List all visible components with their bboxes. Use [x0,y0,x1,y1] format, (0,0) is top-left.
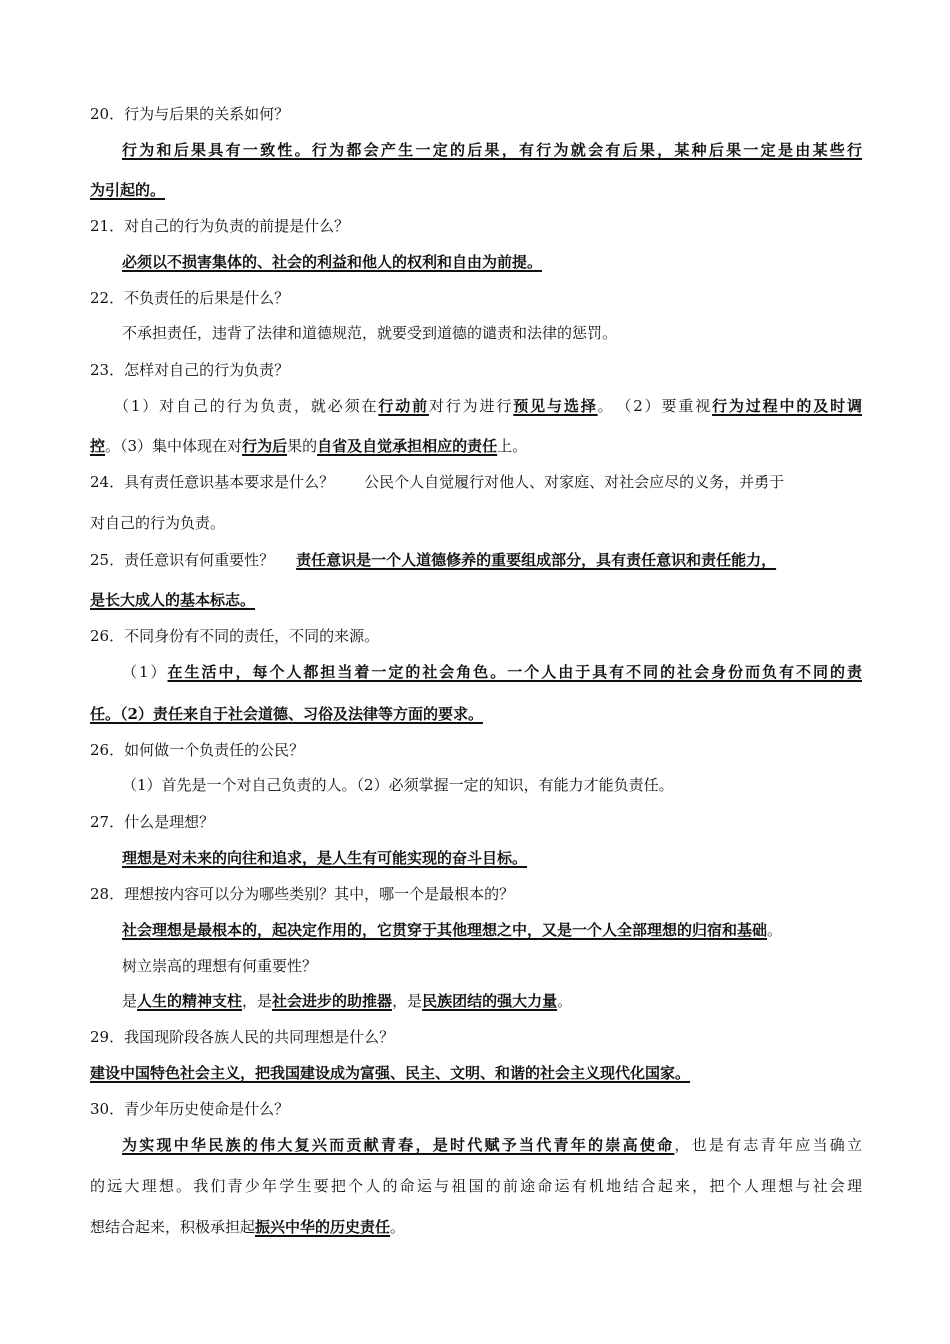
answer-23-key: 行为后 [242,437,288,455]
answer-29 [90,1063,862,1083]
question-30: 30．青少年历史使命是什么？ [90,1100,290,1118]
answer-29-text: 建设中国特色社会主义，把我国建设成为富强、民主、文明、和谐的社会主义现代化国家。 [90,1064,691,1082]
answer-26a-line2 [90,704,862,724]
answer-23-seg: 果的 [287,437,318,455]
question-24 [90,472,862,492]
answer-22: 不承担责任，违背了法律和道德规范，就要受到道德的谴责和法律的惩罚。 [122,324,618,342]
answer-30-seg: 想结合起来，积极承担起 [90,1218,256,1236]
answer-23-line1 [114,396,862,416]
question-29: 29．我国现阶段各族人民的共同理想是什么？ [90,1028,395,1046]
answer-30-line1 [122,1135,862,1155]
answer-20-line1 [122,140,862,160]
answer-28-text: 社会理想是最根本的，起决定作用的，它贯穿于其他理想之中，又是一个人全部理想的归宿和基础 [122,921,768,939]
question-25 [90,550,862,570]
answer-30-seg: 。 [390,1218,406,1236]
question-20: 20．行为与后果的关系如何？ [90,105,290,123]
sub-answer-28-key: 社会进步的助推器 [272,992,393,1010]
answer-30-line2: 的远大理想。我们青少年学生要把个人的命运与祖国的前途命运有机地结合起来，把个人理想与社会理 [90,1177,862,1195]
answer-25-text1: 责任意识是一个人道德修养的重要组成部分，具有责任意识和责任能力， [296,551,777,569]
question-25-text: 25．责任意识有何重要性？ [90,551,275,569]
answer-30-seg: ，也是有志青年应当确立 [674,1136,862,1154]
answer-30-line3 [90,1217,862,1237]
sub-answer-28-seg: 。 [557,992,573,1010]
answer-30-key: 为实现中华民族的伟大复兴而贡献青春，是时代赋予当代青年的崇高使命 [122,1136,675,1154]
answer-23-seg: 上。 [497,437,528,455]
answer-23-line2 [90,436,862,456]
answer-28-end: 。 [767,921,783,939]
answer-25-text2: 是长大成人的基本标志。 [90,591,256,609]
question-23: 23．怎样对自己的行为负责？ [90,361,290,379]
sub-answer-28-seg: 是 [122,992,138,1010]
answer-26a-text1: 在生活中，每个人都担当着一定的社会角色。一个人由于具有不同的社会身份而负有不同的责 [167,663,862,681]
answer-20-text1: 行为和后果具有一致性。行为都会产生一定的后果，有行为就会有后果，某种后果一定是由某些行 [122,141,862,159]
answer-23-key: 行为过程中的及时调 [712,397,862,415]
answer-26a-text2: 任。（2）责任来自于社会道德、习俗及法律等方面的要求。 [90,705,483,723]
answer-23-seg: 对行为进行 [428,397,514,415]
question-26b: 26．如何做一个负责任的公民？ [90,741,305,759]
question-26a: 26．不同身份有不同的责任，不同的来源。 [90,627,380,645]
answer-27 [122,848,862,868]
sub-answer-28-key: 民族团结的强大力量 [422,992,558,1010]
answer-21 [122,252,862,272]
sub-answer-28-key: 人生的精神支柱 [137,992,243,1010]
answer-23-seg: 。 （2）要重视 [597,397,713,415]
answer-23-seg: （1）对自己的行为负责，就必须在 [114,397,379,415]
answer-23-key: 自省及自觉承担相应的责任 [317,437,498,455]
question-24-text: 24．具有责任意识基本要求是什么？ [90,473,335,491]
answer-20-text2: 为引起的。 [90,181,166,199]
question-27: 27．什么是理想？ [90,813,215,831]
sub-answer-28-seg: ，是 [242,992,273,1010]
answer-23-seg: 。（3）集中体现在对 [105,437,243,455]
answer-25-line2 [90,590,862,610]
sub-answer-28 [122,991,862,1011]
sub-question-28: 树立崇高的理想有何重要性？ [122,957,318,975]
question-28: 28．理想按内容可以分为哪些类别？其中，哪一个是最根本的？ [90,885,515,903]
answer-26b: （1）首先是一个对自己负责的人。（2）必须掌握一定的知识，有能力才能负责任。 [122,776,674,794]
answer-23-key: 行动前 [378,397,429,415]
answer-20-line2 [90,180,862,200]
answer-27-text: 理想是对未来的向往和追求，是人生有可能实现的奋斗目标。 [122,849,528,867]
answer-26a-prefix: （1） [122,663,168,681]
answer-21-text: 必须以不损害集体的、社会的利益和他人的权利和自由为前提。 [122,253,543,271]
sub-answer-28-seg: ，是 [392,992,423,1010]
answer-26a-line1 [122,662,862,682]
question-22: 22．不负责任的后果是什么？ [90,289,290,307]
answer-24-line2: 对自己的行为负责。 [90,514,226,532]
answer-23-key: 控 [90,437,106,455]
answer-24-text1: 公民个人自觉履行对他人、对家庭、对社会应尽的义务，并勇于 [364,473,785,491]
answer-23-key: 预见与选择 [513,397,598,415]
question-21: 21．对自己的行为负责的前提是什么？ [90,217,350,235]
answer-28 [122,920,862,940]
answer-30-key: 振兴中华的历史责任 [255,1218,391,1236]
